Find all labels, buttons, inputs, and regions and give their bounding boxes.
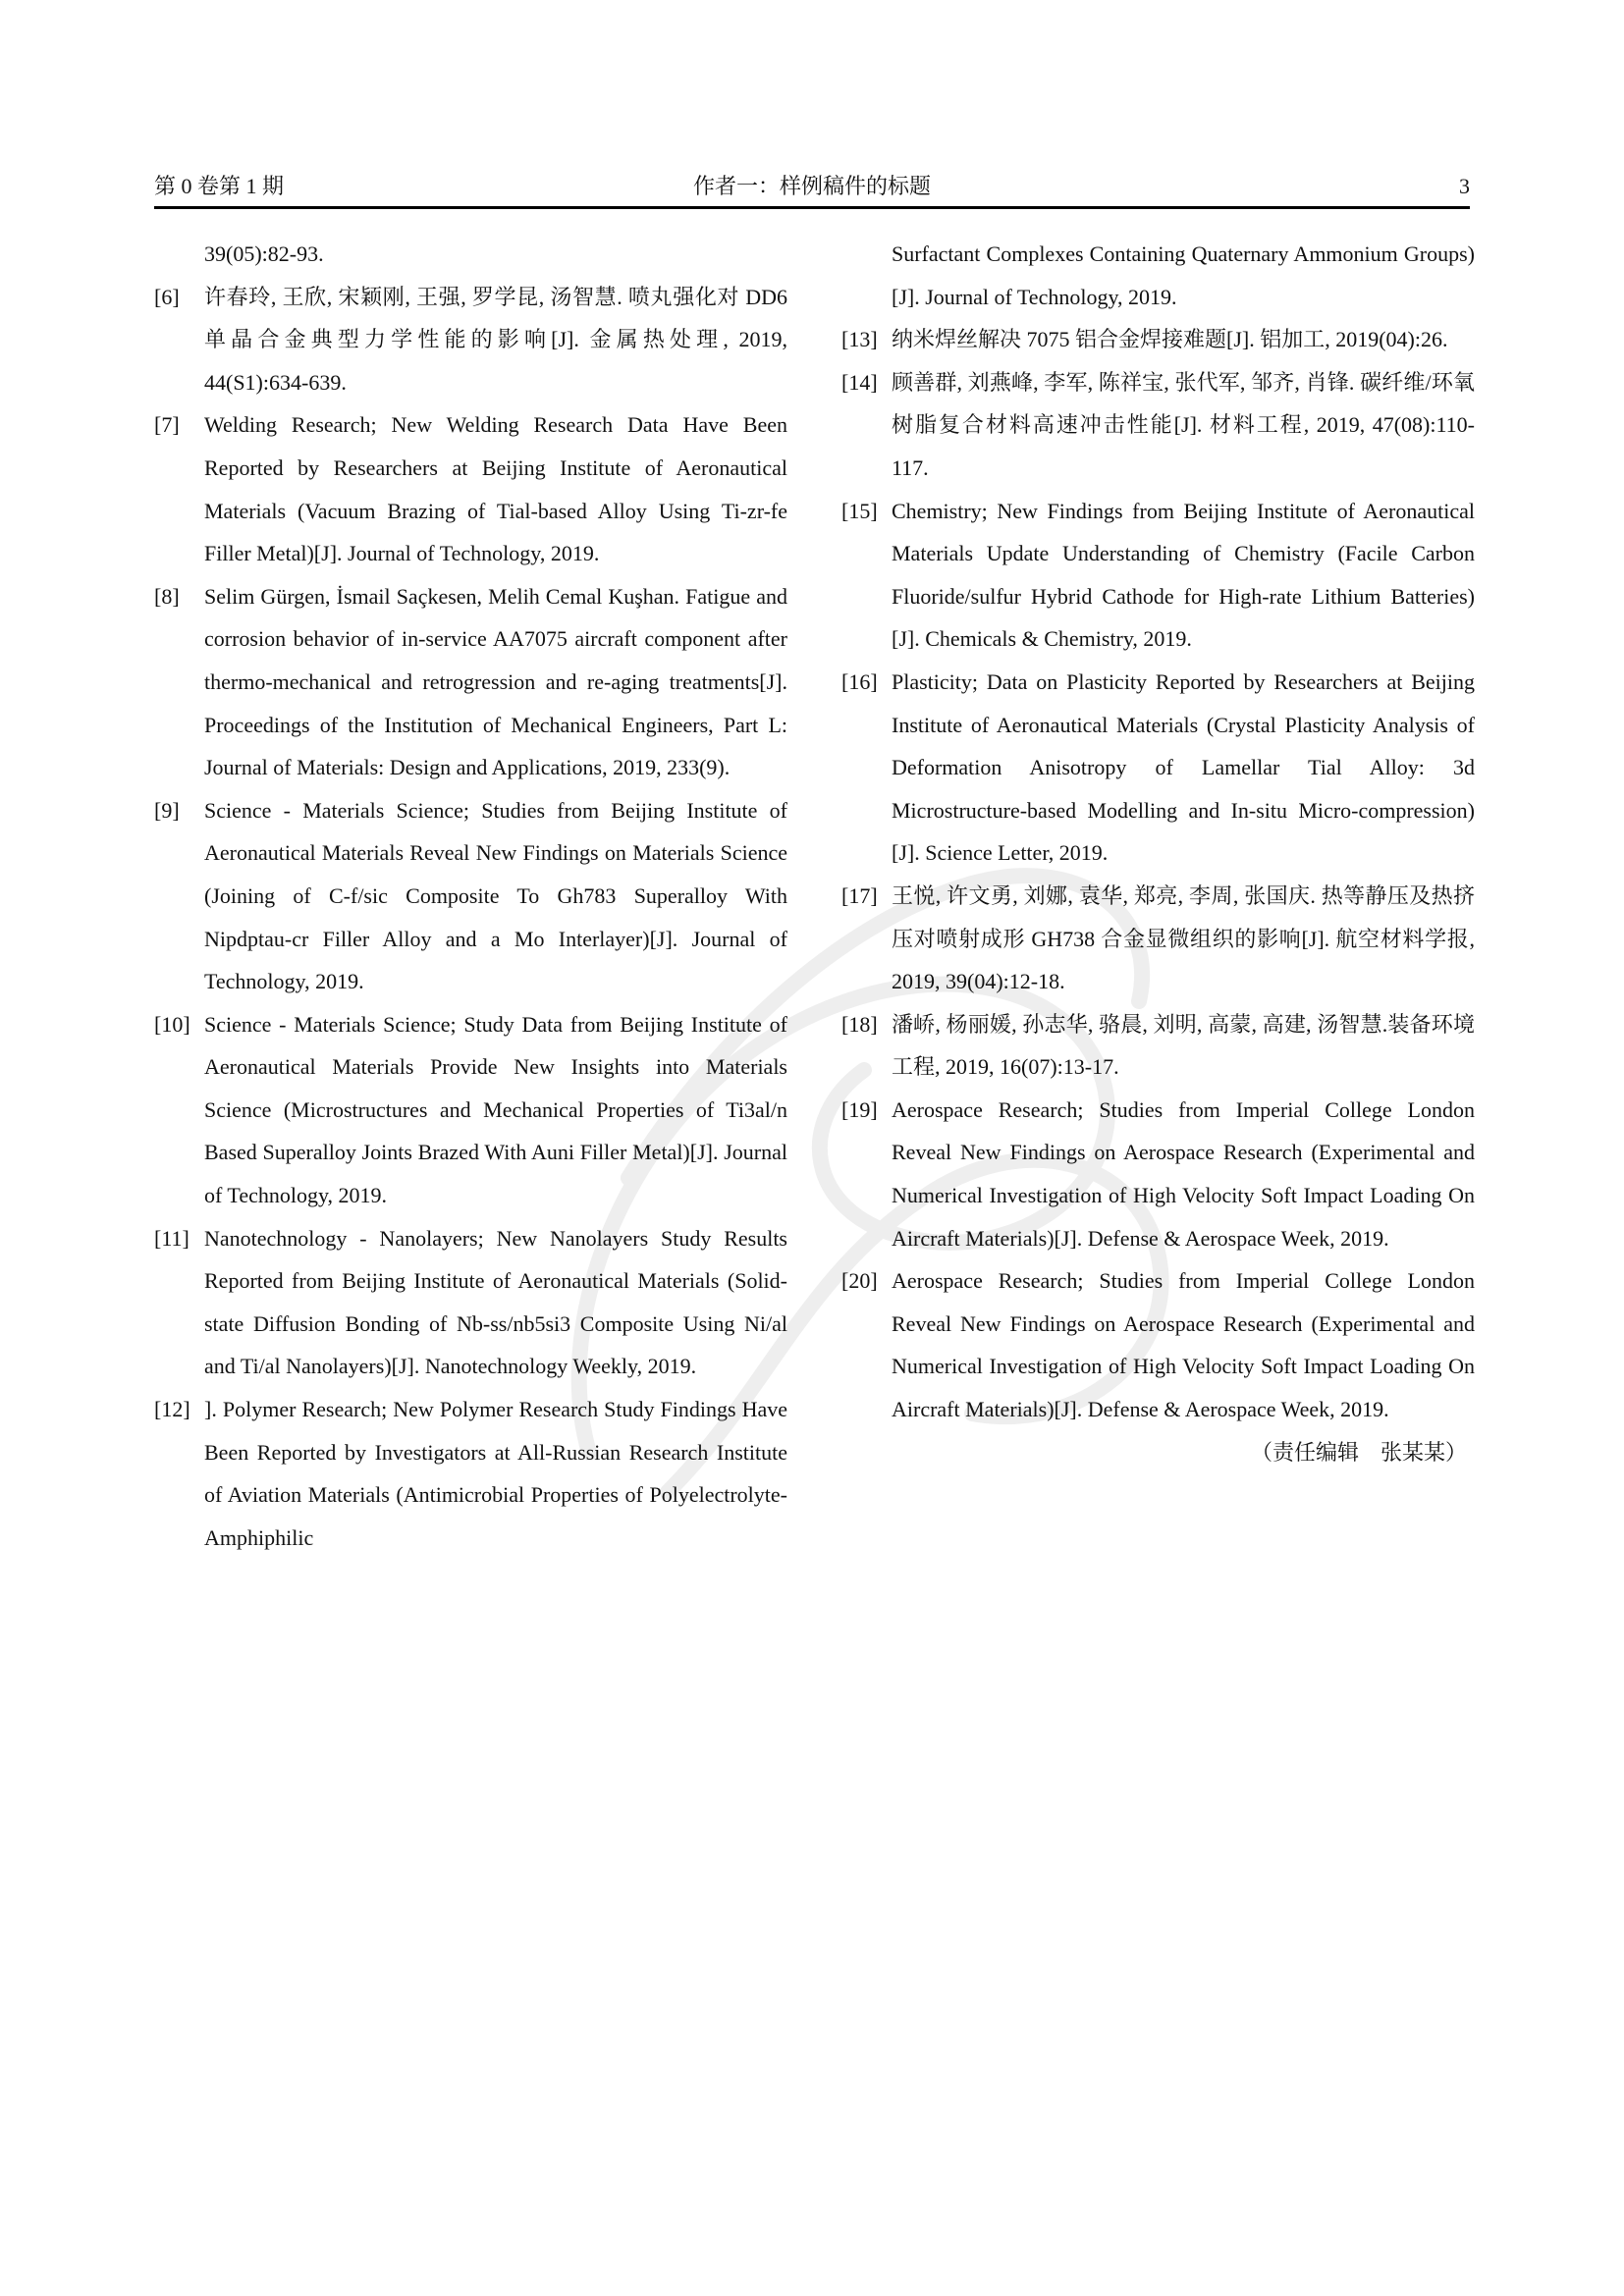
- reference-item: [154, 276, 787, 404]
- reference-item: [154, 575, 787, 789]
- reference-number: [13]: [841, 327, 878, 352]
- reference-item: [841, 1259, 1475, 1430]
- header-rule: [154, 206, 1470, 209]
- reference-item: [841, 490, 1475, 661]
- reference-item: [841, 361, 1475, 490]
- reference-number: [14]: [841, 369, 878, 395]
- reference-number: [19]: [841, 1096, 878, 1122]
- reference-item: [841, 1003, 1475, 1089]
- reference-number: [7]: [154, 412, 180, 438]
- reference-text: ]. Polymer Research; New Polymer Research Study Findings Have Been Reported by Investigators at All-Russian Research Institute of Aviation Materials (Antimicrobial Properties of Polyelectrolyte-Amphiphilic: [204, 1397, 787, 1550]
- reference-item: [154, 789, 787, 1003]
- reference-item: [841, 875, 1475, 1003]
- reference-continuation: 39(05):82-93.: [204, 241, 324, 266]
- running-header: [154, 171, 1470, 202]
- right-column: [841, 233, 1475, 1473]
- reference-number: [8]: [154, 583, 180, 609]
- reference-item: [154, 1003, 787, 1217]
- reference-number: [12]: [154, 1397, 190, 1422]
- reference-item: [841, 661, 1475, 875]
- reference-number: [17]: [841, 882, 878, 908]
- reference-number: [9]: [154, 797, 180, 823]
- running-title: 作者一：样例稿件的标题: [692, 174, 931, 198]
- volume-issue: 第 0 卷第 1 期: [154, 174, 285, 198]
- reference-text: Aerospace Research; Studies from Imperial College London Reveal New Findings on Aerospace Research (Experimental and Numerical Investigation of High Velocity Soft Impact Loading On Aircraft Materials)[J]. Defense & Aerospace Week, 2019.: [892, 1096, 1475, 1251]
- reference-item: [154, 1217, 787, 1388]
- reference-item: [841, 318, 1475, 361]
- reference-number: [11]: [154, 1225, 189, 1251]
- reference-text: 王悦, 许文勇, 刘娜, 袁华, 郑亮, 李周, 张国庆. 热等静压及热挤压对喷射成形 GH738 合金显微组织的影响[J]. 航空材料学报, 2019, 39(04):12-18.: [892, 882, 1475, 994]
- reference-text: Science - Materials Science; Study Data from Beijing Institute of Aeronautical Materials Provide New Insights into Materials Science (Microstructures and Mechanical Properties of Ti3al/n Based Superalloy Joints Brazed With Auni Filler Metal)[J]. Journal of Technology, 2019.: [204, 1011, 787, 1208]
- reference-text: 潘峤, 杨丽媛, 孙志华, 骆晨, 刘明, 高蒙, 高建, 汤智慧.装备环境工程, 2019, 16(07):13-17.: [892, 1011, 1475, 1080]
- reference-text: Plasticity; Data on Plasticity Reported by Researchers at Beijing Institute of Aeronautical Materials (Crystal Plasticity Analysis of Deformation Anisotropy of Lamellar Tial Alloy: 3d Microstructure-based Modelling and In-situ Micro-compression)[J]. Science Letter, 2019.: [892, 668, 1475, 866]
- reference-continuation: Surfactant Complexes Containing Quaternary Ammonium Groups)[J]. Journal of Technology, 2019.: [892, 241, 1475, 309]
- reference-text: 顾善群, 刘燕峰, 李军, 陈祥宝, 张代军, 邹齐, 肖锋. 碳纤维/环氧树脂复合材料高速冲击性能[J]. 材料工程, 2019, 47(08):110-117.: [892, 369, 1475, 480]
- reference-number: [16]: [841, 668, 878, 694]
- responsible-editor-note: （责任编辑 张某某）: [1250, 1439, 1467, 1465]
- left-column: [154, 233, 787, 1559]
- reference-item: [841, 1089, 1475, 1259]
- reference-text: Selim Gürgen, İsmail Saçkesen, Melih Cemal Kuşhan. Fatigue and corrosion behavior of in-service AA7075 aircraft component after thermo-mechanical and retrogression and re-aging treatments[J]. Proceedings of the Institution of Mechanical Engineers, Part L: Journal of Materials: Design and Applications, 2019, 233(9).: [204, 583, 787, 780]
- reference-number: [18]: [841, 1011, 878, 1037]
- reference-number: [20]: [841, 1268, 878, 1294]
- reference-number: [10]: [154, 1011, 190, 1037]
- page-number: 3: [1459, 174, 1470, 198]
- reference-item: [154, 1388, 787, 1559]
- reference-number: [15]: [841, 498, 878, 523]
- reference-text: 纳米焊丝解决 7075 铝合金焊接难题[J]. 铝加工, 2019(04):26.: [892, 327, 1448, 352]
- reference-text: Aerospace Research; Studies from Imperial College London Reveal New Findings on Aerospace Research (Experimental and Numerical Investigation of High Velocity Soft Impact Loading On Aircraft Materials)[J]. Defense & Aerospace Week, 2019.: [892, 1268, 1475, 1422]
- reference-text: Welding Research; New Welding Research Data Have Been Reported by Researchers at Beijing Institute of Aeronautical Materials (Vacuum Brazing of Tial-based Alloy Using Ti-zr-fe Filler Metal)[J]. Journal of Technology, 2019.: [204, 412, 787, 566]
- reference-number: [6]: [154, 284, 180, 309]
- reference-text: Nanotechnology - Nanolayers; New Nanolayers Study Results Reported from Beijing Institute of Aeronautical Materials (Solid-state Diffusion Bonding of Nb-ss/nb5si3 Composite Using Ni/al and Ti/al Nanolayers)[J]. Nanotechnology Weekly, 2019.: [204, 1225, 787, 1379]
- reference-text: 许春玲, 王欣, 宋颖刚, 王强, 罗学昆, 汤智慧. 喷丸强化对 DD6 单晶合金典型力学性能的影响[J]. 金属热处理, 2019, 44(S1):634-639.: [204, 284, 787, 395]
- reference-text: Chemistry; New Findings from Beijing Institute of Aeronautical Materials Update Understanding of Chemistry (Facile Carbon Fluoride/sulfur Hybrid Cathode for High-rate Lithium Batteries)[J]. Chemicals & Chemistry, 2019.: [892, 498, 1475, 652]
- reference-text: Science - Materials Science; Studies from Beijing Institute of Aeronautical Materials Reveal New Findings on Materials Science (Joining of C-f/sic Composite To Gh783 Superalloy With Nipdptau-cr Filler Alloy and a Mo Interlayer)[J]. Journal of Technology, 2019.: [204, 797, 787, 994]
- reference-item: [154, 403, 787, 574]
